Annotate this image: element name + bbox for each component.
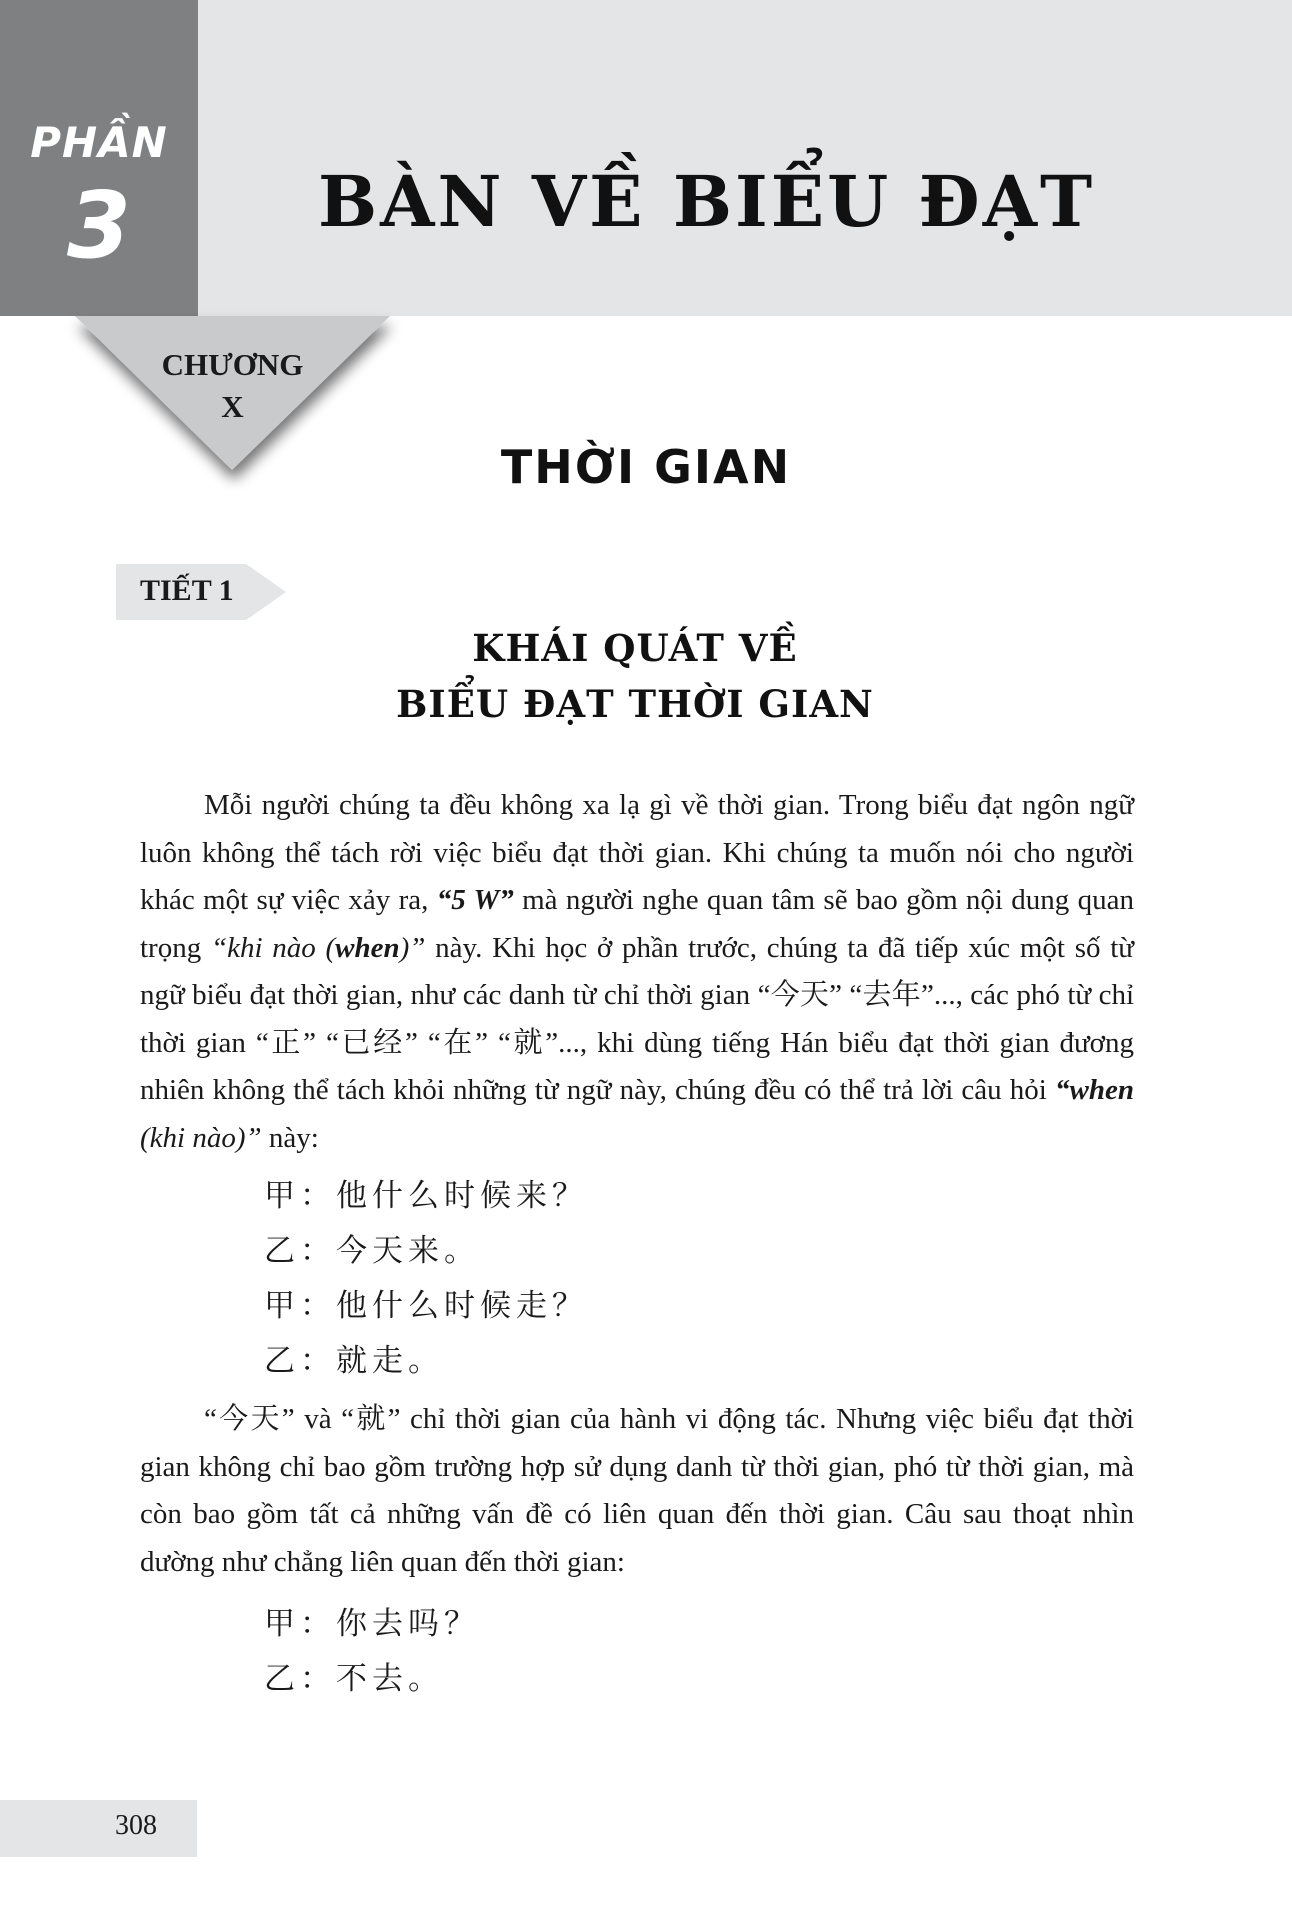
p1-text-a: Mỗi người chúng ta đều không xa lạ gì về thời gian. Trong biểu đạt ngôn ngữ luôn không thể tách rời việc biểu đạt thời gian. Khi chúng ta muốn nói cho người khác một sự việc xảy ra, <box>140 789 1134 916</box>
section-title-line1: KHÁI QUÁT VỀ <box>472 626 798 670</box>
page-number: 308 <box>115 1810 157 1841</box>
dialogue-line: 乙：就走。 <box>264 1343 444 1378</box>
dialogue-line: 甲：他什么时候来？ <box>264 1178 588 1213</box>
p1-text-g: này. Khi học ở phần trước, chúng ta đã tiếp xúc một số từ ngữ biểu đạt thời gian, như các danh từ chỉ thời gian “今天” “去年”..., các phó từ chỉ thời gian “正” “已经” “在” “就”..., khi dùng tiếng Hán biểu đạt thời gian đương nhiên không thể tách khỏi những từ ngữ này, chúng đều có thể trả lời câu hỏi <box>140 931 1134 1106</box>
paragraph-2: “今天” và “就” chỉ thời gian của hành vi động tác. Nhưng việc biểu đạt thời gian không chỉ bao gồm trường hợp sử dụng danh từ thời gian, phó từ thời gian, mà còn bao gồm tất cả những vấn đề có liên quan đến thời gian. Câu sau thoạt nhìn dường như chẳng liên quan đến thời gian: <box>140 1403 1134 1578</box>
p1-close-quote: )” <box>399 931 426 964</box>
dialogue-line: 甲：你去吗？ <box>264 1606 480 1641</box>
p1-when: when <box>335 931 400 964</box>
part-title: BÀN VỀ BIỂU ĐẠT <box>318 160 1096 243</box>
p1-text-j: này: <box>261 1121 319 1154</box>
chapter-title: THỜI GIAN <box>500 440 792 494</box>
section-title-line2: BIỂU ĐẠT THỜI GIAN <box>396 682 874 726</box>
chapter-label-word: CHƯƠNG <box>161 347 304 382</box>
dialogue-line: 乙：今天来。 <box>264 1233 480 1268</box>
p1-khi-nao-2: (khi nào)” <box>140 1121 262 1154</box>
p1-when-2: “when <box>1055 1074 1134 1106</box>
page-number-box <box>0 1800 197 1857</box>
dialogue-line: 乙：不去。 <box>264 1661 444 1696</box>
p1-5w: “5 W” <box>436 884 514 916</box>
p1-khi-nao: “khi nào ( <box>210 931 336 964</box>
body-text <box>140 782 1134 1714</box>
section-label: TIẾT 1 <box>140 574 234 607</box>
chapter-label <box>140 344 325 428</box>
part-label: PHẦN <box>30 118 168 167</box>
chapter-number: X <box>221 389 244 424</box>
section-title <box>0 620 1270 732</box>
paragraph-1 <box>140 782 1134 1162</box>
part-number: 3 <box>66 172 131 279</box>
part-number-box <box>0 0 198 316</box>
dialogue-2 <box>140 1596 1134 1706</box>
dialogue-1 <box>140 1168 1134 1388</box>
part-title-band <box>198 0 1292 316</box>
p1-text-c: mà người nghe quan tâm sẽ bao gồm nội dung quan trọng <box>140 884 1134 964</box>
dialogue-line: 甲：他什么时候走？ <box>264 1288 588 1323</box>
